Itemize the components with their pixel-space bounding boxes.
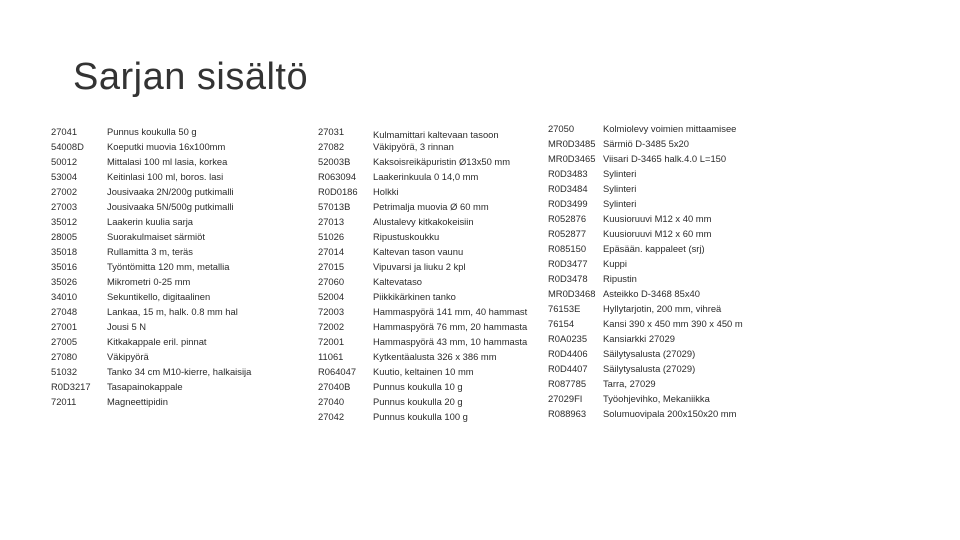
list-item xyxy=(318,199,527,214)
item-description: Kytkentäalusta 326 x 386 mm xyxy=(373,351,497,362)
list-item xyxy=(548,226,743,241)
list-item xyxy=(548,196,743,211)
list-item xyxy=(318,304,527,319)
item-code: 51032 xyxy=(51,366,78,377)
item-code: 27031 xyxy=(318,126,345,137)
item-code: 35016 xyxy=(51,261,78,272)
item-description: Työohjevihko, Mekaniikka xyxy=(603,393,710,404)
item-description: Sylinteri xyxy=(603,183,637,194)
list-item xyxy=(548,301,743,316)
list-item xyxy=(318,124,527,139)
list-item xyxy=(51,199,251,214)
item-code: 51026 xyxy=(318,231,345,242)
list-item xyxy=(318,409,527,424)
list-item xyxy=(51,364,251,379)
item-description: Sekuntikello, digitaalinen xyxy=(107,291,211,302)
list-item xyxy=(318,274,527,289)
list-item xyxy=(51,154,251,169)
item-code: 27060 xyxy=(318,276,345,287)
item-code: 57013B xyxy=(318,201,351,212)
item-code: R052876 xyxy=(548,213,587,224)
list-item xyxy=(548,271,743,286)
list-item xyxy=(51,319,251,334)
item-code: 27041 xyxy=(51,126,78,137)
item-description: Kuusioruuvi M12 x 40 mm xyxy=(603,213,712,224)
item-code: MR0D3485 xyxy=(548,138,596,149)
item-description: Tasapainokappale xyxy=(107,381,183,392)
item-description: Kuusioruuvi M12 x 60 mm xyxy=(603,228,712,239)
list-item xyxy=(548,181,743,196)
item-description: Vipuvarsi ja liuku 2 kpl xyxy=(373,261,466,272)
item-description: Ripustuskoukku xyxy=(373,231,440,242)
list-item xyxy=(51,124,251,139)
item-code: R063094 xyxy=(318,171,357,182)
list-item xyxy=(318,214,527,229)
list-item xyxy=(548,346,743,361)
list-item xyxy=(318,319,527,334)
item-code: 72002 xyxy=(318,321,345,332)
item-code: 27003 xyxy=(51,201,78,212)
item-description: Magneettipidin xyxy=(107,396,168,407)
item-code: 27050 xyxy=(548,123,575,134)
item-description: Kaltevan tason vaunu xyxy=(373,246,464,257)
list-item xyxy=(51,184,251,199)
list-item xyxy=(318,334,527,349)
item-code: 53004 xyxy=(51,171,78,182)
list-item xyxy=(318,289,527,304)
list-item xyxy=(51,229,251,244)
item-description: Petrimalja muovia Ø 60 mm xyxy=(373,201,489,212)
item-description: Solumuovipala 200x150x20 mm xyxy=(603,408,737,419)
list-item xyxy=(51,394,251,409)
item-code: R0D3217 xyxy=(51,381,91,392)
list-item xyxy=(51,274,251,289)
item-description: Jousivaaka 5N/500g putkimalli xyxy=(107,201,234,212)
list-item xyxy=(51,139,251,154)
item-description: Säilytysalusta (27029) xyxy=(603,363,696,374)
item-code: R0D3484 xyxy=(548,183,588,194)
item-description: Koeputki muovia 16x100mm xyxy=(107,141,226,152)
item-code: 27013 xyxy=(318,216,345,227)
item-code: 52003B xyxy=(318,156,351,167)
list-item xyxy=(318,259,527,274)
list-item xyxy=(548,331,743,346)
list-item xyxy=(548,121,743,136)
item-list-column-3 xyxy=(548,121,743,421)
item-code: 54008D xyxy=(51,141,84,152)
item-description: Kansiarkki 27029 xyxy=(603,333,675,344)
item-code: 27029FI xyxy=(548,393,583,404)
list-item xyxy=(318,394,527,409)
item-code: 27014 xyxy=(318,246,345,257)
item-description: Holkki xyxy=(373,186,399,197)
page-title: Sarjan sisältö xyxy=(73,56,309,98)
item-code: 76153E xyxy=(548,303,581,314)
item-description: Suorakulmaiset särmiöt xyxy=(107,231,205,242)
item-description: Väkipyörä, 3 rinnan xyxy=(373,141,454,152)
item-code: 52004 xyxy=(318,291,345,302)
item-description: Kuppi xyxy=(603,258,627,269)
list-item xyxy=(548,361,743,376)
list-item xyxy=(51,289,251,304)
item-description: Piikkikärkinen tanko xyxy=(373,291,456,302)
list-item xyxy=(548,316,743,331)
item-code: 28005 xyxy=(51,231,78,242)
list-item xyxy=(318,349,527,364)
list-item xyxy=(548,211,743,226)
item-code: R0D3483 xyxy=(548,168,588,179)
item-description: Särmiö D-3485 5x20 xyxy=(603,138,689,149)
item-description: Tanko 34 cm M10-kierre, halkaisija xyxy=(107,366,252,377)
item-description: Laakerin kuulia sarja xyxy=(107,216,193,227)
list-item xyxy=(548,256,743,271)
list-item xyxy=(548,241,743,256)
item-description: Jousivaaka 2N/200g putkimalli xyxy=(107,186,234,197)
item-code: R088963 xyxy=(548,408,587,419)
item-description: Lankaa, 15 m, halk. 0.8 mm hal xyxy=(107,306,238,317)
list-item xyxy=(548,136,743,151)
item-list-column-2 xyxy=(318,124,527,424)
item-code: 34010 xyxy=(51,291,78,302)
list-item xyxy=(548,406,743,421)
list-item xyxy=(318,379,527,394)
item-code: 27040 xyxy=(318,396,345,407)
list-item xyxy=(51,304,251,319)
item-description: Sylinteri xyxy=(603,198,637,209)
item-description: Kulmamittari kaltevaan tasoon xyxy=(373,129,499,140)
item-code: R085150 xyxy=(548,243,587,254)
item-code: 50012 xyxy=(51,156,78,167)
item-code: R0D4407 xyxy=(548,363,588,374)
list-item xyxy=(548,286,743,301)
item-description: Asteikko D-3468 85x40 xyxy=(603,288,700,299)
item-description: Tarra, 27029 xyxy=(603,378,656,389)
item-code: 72001 xyxy=(318,336,345,347)
item-description: Hyllytarjotin, 200 mm, vihreä xyxy=(603,303,722,314)
item-code: R064047 xyxy=(318,366,357,377)
item-code: R087785 xyxy=(548,378,587,389)
item-list-column-1 xyxy=(51,124,251,409)
item-description: Laakerinkuula 0 14,0 mm xyxy=(373,171,479,182)
list-item xyxy=(548,391,743,406)
item-code: R0D0186 xyxy=(318,186,358,197)
item-description: Kaksoisreikäpuristin Ø13x50 mm xyxy=(373,156,511,167)
item-description: Mittalasi 100 ml lasia, korkea xyxy=(107,156,228,167)
item-description: Työntömitta 120 mm, metallia xyxy=(107,261,230,272)
item-code: 27042 xyxy=(318,411,345,422)
list-item xyxy=(51,214,251,229)
item-code: 11061 xyxy=(318,351,344,362)
item-description: Alustalevy kitkakokeisiin xyxy=(373,216,474,227)
list-item xyxy=(51,259,251,274)
list-item xyxy=(318,244,527,259)
item-code: 72003 xyxy=(318,306,345,317)
item-description: Sylinteri xyxy=(603,168,637,179)
item-description: Kaltevataso xyxy=(373,276,422,287)
list-item xyxy=(548,376,743,391)
list-item xyxy=(318,154,527,169)
item-code: 27048 xyxy=(51,306,78,317)
list-item xyxy=(318,364,527,379)
item-code: 27040B xyxy=(318,381,351,392)
item-code: 35012 xyxy=(51,216,78,227)
list-item xyxy=(318,169,527,184)
item-description: Rullamitta 3 m, teräs xyxy=(107,246,193,257)
item-code: 35018 xyxy=(51,246,78,257)
item-code: 72011 xyxy=(51,396,77,407)
item-code: 27005 xyxy=(51,336,78,347)
item-code: 27080 xyxy=(51,351,78,362)
item-description: Epäsään. kappaleet (srj) xyxy=(603,243,705,254)
list-item xyxy=(51,169,251,184)
item-code: 27015 xyxy=(318,261,345,272)
item-code: 27002 xyxy=(51,186,78,197)
list-item xyxy=(51,334,251,349)
item-code: R052877 xyxy=(548,228,587,239)
item-description: Kansi 390 x 450 mm 390 x 450 m xyxy=(603,318,743,329)
item-description: Hammaspyörä 76 mm, 20 hammasta xyxy=(373,321,528,332)
item-description: Punnus koukulla 10 g xyxy=(373,381,463,392)
item-code: R0D3478 xyxy=(548,273,588,284)
item-code: MR0D3468 xyxy=(548,288,596,299)
item-description: Kolmiolevy voimien mittaamisee xyxy=(603,123,737,134)
list-item xyxy=(548,166,743,181)
list-item xyxy=(51,244,251,259)
item-code: 27001 xyxy=(51,321,78,332)
item-code: 35026 xyxy=(51,276,78,287)
list-item xyxy=(51,349,251,364)
item-code: R0D4406 xyxy=(548,348,588,359)
item-description: Väkipyörä xyxy=(107,351,149,362)
item-description: Kuutio, keltainen 10 mm xyxy=(373,366,474,377)
item-code: R0D3477 xyxy=(548,258,588,269)
item-code: 27082 xyxy=(318,141,345,152)
item-description: Keitinlasi 100 ml, boros. lasi xyxy=(107,171,224,182)
list-item xyxy=(51,379,251,394)
list-item xyxy=(318,184,527,199)
item-description: Hammaspyörä 141 mm, 40 hammast xyxy=(373,306,528,317)
item-description: Mikrometri 0-25 mm xyxy=(107,276,191,287)
item-description: Viisari D-3465 halk.4.0 L=150 xyxy=(603,153,727,164)
item-code: R0A0235 xyxy=(548,333,588,344)
item-description: Ripustin xyxy=(603,273,637,284)
list-item xyxy=(318,229,527,244)
item-description: Hammaspyörä 43 mm, 10 hammasta xyxy=(373,336,528,347)
item-code: R0D3499 xyxy=(548,198,588,209)
item-description: Punnus koukulla 100 g xyxy=(373,411,468,422)
list-item xyxy=(548,151,743,166)
item-description: Säilytysalusta (27029) xyxy=(603,348,696,359)
item-description: Punnus koukulla 20 g xyxy=(373,396,463,407)
item-code: 76154 xyxy=(548,318,575,329)
item-description: Punnus koukulla 50 g xyxy=(107,126,197,137)
item-description: Jousi 5 N xyxy=(107,321,147,332)
item-code: MR0D3465 xyxy=(548,153,596,164)
item-description: Kitkakappale eril. pinnat xyxy=(107,336,207,347)
